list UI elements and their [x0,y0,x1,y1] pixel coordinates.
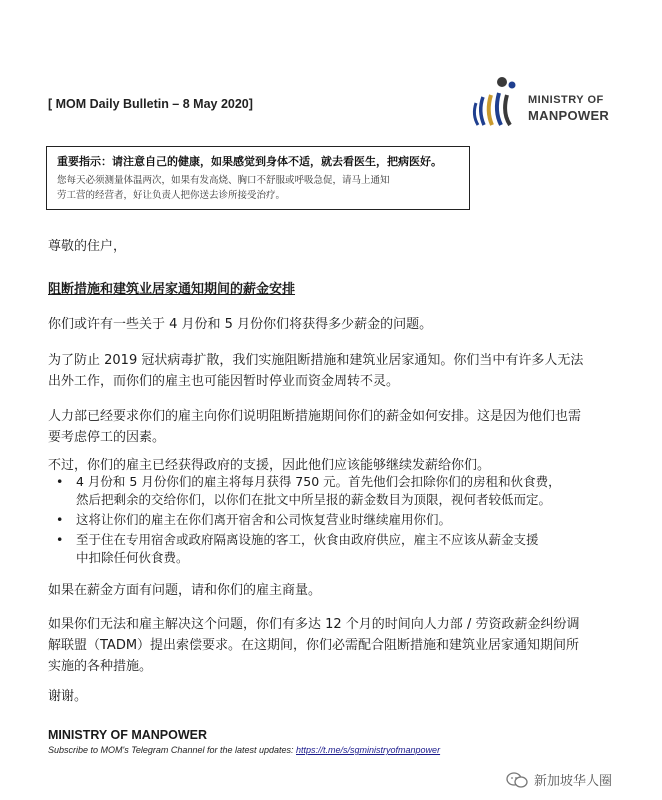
telegram-link[interactable]: https://t.me/s/sgministryofmanpower [296,745,441,755]
bullet-item [48,531,618,567]
letter-heading: 阻断措施和建筑业居家通知期间的薪金安排 [48,282,296,297]
closing-thanks: 谢谢。 [48,689,88,704]
subscribe-text: Subscribe to MOM's Telegram Channel for the latest updates: [48,745,297,755]
paragraph-line: 为了防止 2019 冠状病毒扩散，我们实施阻断措施和建筑业居家通知。你们当中有许多人无法 [48,353,584,368]
paragraph-2 [48,350,628,392]
paragraph-6 [48,614,628,677]
paragraph-4: 不过，你们的雇主已经获得政府的支援，因此他们应该能够继续发薪给你们。 [48,458,491,473]
paragraph-line: 解联盟（TADM）提出索偿要求。在这期间，你们必需配合阻断措施和建筑业居家通知期间所 [48,638,580,653]
bullet-line: 这将让你们的雇主在你们离开宿舍和公司恢复营业时继续雇用你们。 [76,512,452,527]
paragraph-line: 人力部已经要求你们的雇主向你们说明阻断措施期间你们的薪金如何安排。这是因为他们也需 [48,409,582,424]
paragraph-1: 你们或许有一些关于 4 月份和 5 月份你们将获得多少薪金的问题。 [48,317,433,332]
notice-body-line: 您每天必须测量体温两次，如果有发高烧、胸口不舒服或呼吸急促，请马上通知 [57,175,390,186]
bullet-line: 然后把剩余的交给你们，以你们在批文中所呈报的薪金数目为顶限，视何者较低而定。 [76,492,552,507]
salutation: 尊敬的住户， [48,239,127,254]
bulletin-title: [ MOM Daily Bulletin – 8 May 2020] [48,97,253,111]
mom-logo [468,73,638,129]
watermark-text: 新加坡华人圈 [534,774,613,789]
paragraph-line: 如果你们无法和雇主解决这个问题，你们有多达 12 个月的时间向人力部 / 劳资政薪金纠纷调 [48,617,580,632]
logo-line-manpower: MANPOWER [528,108,610,123]
bullet-item [48,473,618,509]
wechat-icon [506,771,528,789]
bullet-dot-icon: • [56,474,64,489]
notice-body [57,173,459,203]
bullet-line: 至于住在专用宿舍或政府隔离设施的客工，伙食由政府供应，雇主不应该从薪金支援 [76,532,539,547]
paragraph-line: 实施的各种措施。 [48,659,153,674]
paragraph-line: 要考虑停工的因素。 [48,430,166,445]
bullet-line: 中扣除任何伙食费。 [76,550,189,565]
bullet-dot-icon: • [56,512,64,527]
paragraph-5: 如果在薪金方面有问题，请和你们的雇主商量。 [48,583,322,598]
logo-line-ministry: MINISTRY OF [528,94,604,106]
footer-subscribe [48,745,440,755]
bullet-dot-icon: • [56,532,64,547]
footer-org-name: MINISTRY OF MANPOWER [48,728,208,742]
health-notice-box [46,146,470,210]
bullet-item [48,511,618,529]
notice-title: 重要指示：请注意自己的健康，如果感觉到身体不适，就去看医生，把病医好。 [57,155,442,168]
paragraph-line: 出外工作，而你们的雇主也可能因暂时停业而资金周转不灵。 [48,374,400,389]
support-bullet-list [48,473,618,569]
notice-body-line: 劳工营的经营者，好让负责人把你送去诊所接受治疗。 [57,190,286,201]
bullet-line: 4 月份和 5 月份你们的雇主将每月获得 750 元。首先他们会扣除你们的房租和伙食费， [76,474,561,489]
paragraph-3 [48,406,628,448]
mom-emblem-icon [468,73,526,129]
watermark [506,770,612,789]
